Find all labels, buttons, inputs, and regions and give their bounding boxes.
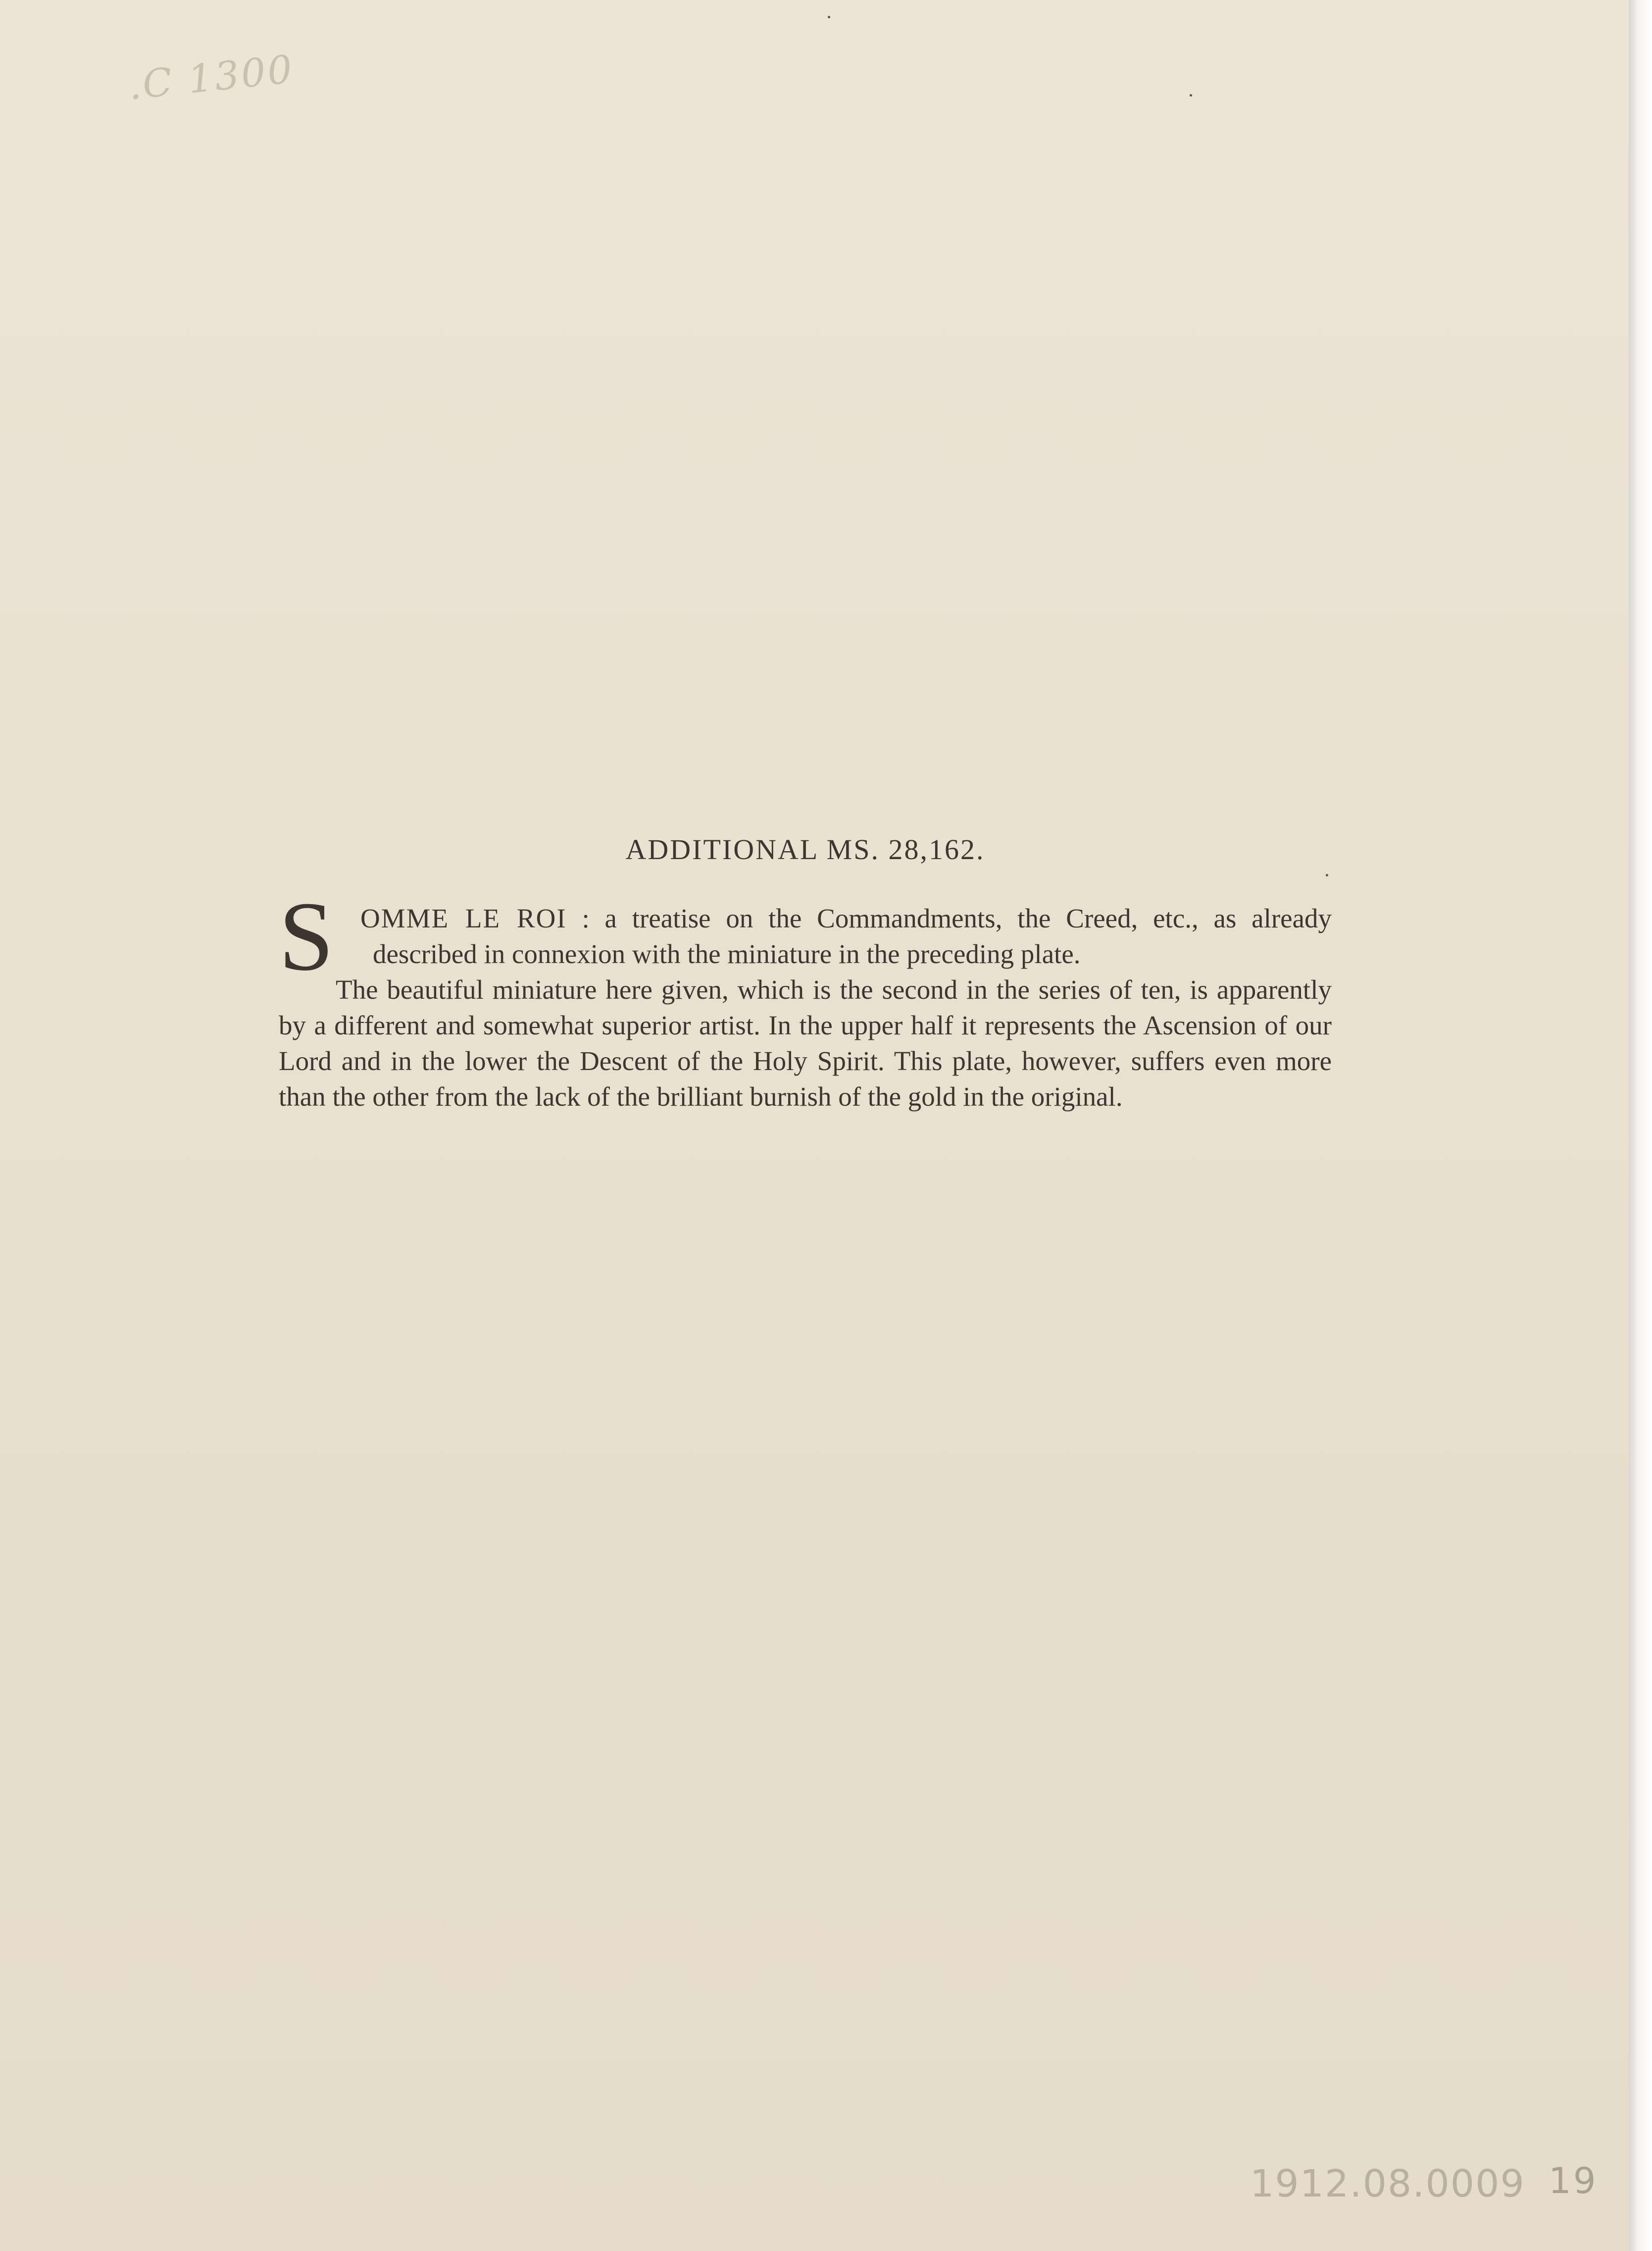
- drop-cap: S: [279, 882, 334, 991]
- printed-text-block: [279, 833, 1332, 1115]
- intro-line-1-text: : a treatise on the Commandments, the Creed, etc., as already: [582, 903, 1332, 933]
- paper-speck: [828, 16, 830, 18]
- paragraph-description: The beautiful miniature here given, which is the second in the series of ten, is apparently by a different and somewhat superior artist. In the upper half it represents the Ascension of our Lord and in the lower the Descent of the Holy Spirit. This plate, however, suffers even more than the other from the lack of the brilliant burnish of the gold in the original.: [279, 974, 1332, 1112]
- handwritten-accession-number: 1912.08.0009: [1250, 2161, 1525, 2205]
- scan-background-edge: [1629, 0, 1652, 2251]
- paragraph-intro: [279, 882, 1332, 991]
- handwritten-page-number: 19: [1549, 2160, 1598, 2201]
- title-small-caps: OMME LE ROI: [360, 903, 567, 933]
- handwritten-catalog-mark: .C 1300: [126, 47, 297, 109]
- paper-speck: [1190, 94, 1192, 97]
- page-title: ADDITIONAL MS. 28,162.: [625, 833, 985, 866]
- intro-line-2: described in connexion with the miniature in the preceding plate.: [373, 939, 1081, 969]
- intro-line-1: [360, 901, 1332, 936]
